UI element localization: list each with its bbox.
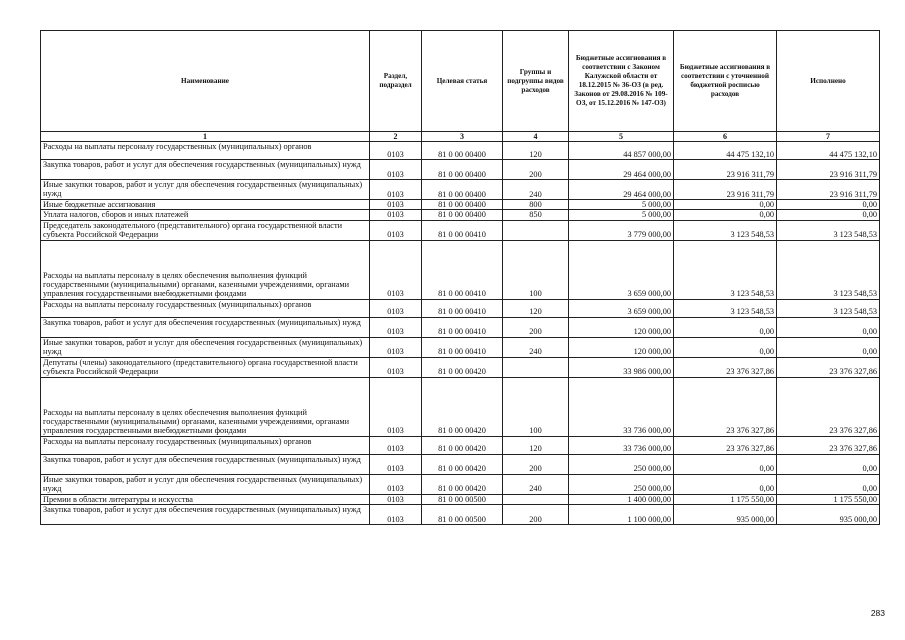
header-budget-schedule: Бюджетные ассигнования в соответствии с уточненной бюджетной росписью расходов xyxy=(674,31,777,132)
row-name: Расходы на выплаты персоналу государственных (муниципальных) органов xyxy=(41,436,370,454)
row-law-amount: 29 464 000,00 xyxy=(569,180,674,200)
row-law-amount: 3 659 000,00 xyxy=(569,299,674,317)
table-row xyxy=(41,337,880,357)
row-plan-amount: 23 916 311,79 xyxy=(674,160,777,180)
row-target: 81 0 00 00420 xyxy=(422,377,503,436)
row-law-amount: 44 857 000,00 xyxy=(569,142,674,160)
row-target: 81 0 00 00410 xyxy=(422,299,503,317)
row-executed-amount: 23 916 311,79 xyxy=(777,180,880,200)
row-group: 200 xyxy=(503,317,569,337)
table-row xyxy=(41,180,880,200)
row-name: Уплата налогов, сборов и иных платежей xyxy=(41,210,370,220)
row-group: 800 xyxy=(503,200,569,210)
row-plan-amount: 23 376 327,86 xyxy=(674,377,777,436)
row-target: 81 0 00 00420 xyxy=(422,474,503,494)
page-number: 283 xyxy=(870,608,885,618)
row-target: 81 0 00 00400 xyxy=(422,160,503,180)
row-plan-amount: 0,00 xyxy=(674,200,777,210)
row-group: 100 xyxy=(503,377,569,436)
row-plan-amount: 23 916 311,79 xyxy=(674,180,777,200)
row-section: 0103 xyxy=(370,220,422,240)
row-plan-amount: 44 475 132,10 xyxy=(674,142,777,160)
column-number: 1 xyxy=(41,132,370,142)
row-section: 0103 xyxy=(370,299,422,317)
row-target: 81 0 00 00410 xyxy=(422,317,503,337)
header-name: Наименование xyxy=(41,31,370,132)
table-row xyxy=(41,377,880,436)
row-law-amount: 3 659 000,00 xyxy=(569,240,674,299)
table-row xyxy=(41,160,880,180)
row-plan-amount: 0,00 xyxy=(674,454,777,474)
table-row xyxy=(41,454,880,474)
row-target: 81 0 00 00410 xyxy=(422,220,503,240)
row-name: Иные закупки товаров, работ и услуг для обеспечения государственных (муниципальных) нужд xyxy=(41,337,370,357)
budget-report-sheet xyxy=(40,30,879,525)
row-target: 81 0 00 00410 xyxy=(422,240,503,299)
table-row xyxy=(41,299,880,317)
row-group: 850 xyxy=(503,210,569,220)
row-law-amount: 1 100 000,00 xyxy=(569,505,674,525)
column-number: 6 xyxy=(674,132,777,142)
row-plan-amount: 0,00 xyxy=(674,210,777,220)
row-name: Расходы на выплаты персоналу государственных (муниципальных) органов xyxy=(41,299,370,317)
row-name: Иные бюджетные ассигнования xyxy=(41,200,370,210)
table-row xyxy=(41,505,880,525)
row-name: Депутаты (члены) законодательного (представительного) органа государственной власти субъекта Российской Федерации xyxy=(41,357,370,377)
row-section: 0103 xyxy=(370,505,422,525)
row-name: Закупка товаров, работ и услуг для обеспечения государственных (муниципальных) нужд xyxy=(41,505,370,525)
row-target: 81 0 00 00500 xyxy=(422,494,503,504)
table-row xyxy=(41,317,880,337)
row-plan-amount: 3 123 548,53 xyxy=(674,240,777,299)
row-group: 240 xyxy=(503,337,569,357)
row-name: Премии в области литературы и искусства xyxy=(41,494,370,504)
row-group: 120 xyxy=(503,142,569,160)
row-executed-amount: 23 376 327,86 xyxy=(777,377,880,436)
table-row xyxy=(41,436,880,454)
row-section: 0103 xyxy=(370,454,422,474)
row-executed-amount: 3 123 548,53 xyxy=(777,240,880,299)
row-group: 240 xyxy=(503,180,569,200)
table-row xyxy=(41,474,880,494)
column-number: 4 xyxy=(503,132,569,142)
table-header-row xyxy=(41,31,880,132)
row-executed-amount: 3 123 548,53 xyxy=(777,299,880,317)
row-law-amount: 250 000,00 xyxy=(569,474,674,494)
column-number-row xyxy=(41,132,880,142)
row-name: Иные закупки товаров, работ и услуг для обеспечения государственных (муниципальных) нужд xyxy=(41,180,370,200)
row-law-amount: 29 464 000,00 xyxy=(569,160,674,180)
row-name: Закупка товаров, работ и услуг для обеспечения государственных (муниципальных) нужд xyxy=(41,317,370,337)
budget-table xyxy=(40,30,880,525)
row-target: 81 0 00 00420 xyxy=(422,436,503,454)
row-section: 0103 xyxy=(370,142,422,160)
row-plan-amount: 3 123 548,53 xyxy=(674,299,777,317)
row-law-amount: 3 779 000,00 xyxy=(569,220,674,240)
row-target: 81 0 00 00400 xyxy=(422,200,503,210)
row-name: Расходы на выплаты персоналу в целях обеспечения выполнения функций государственными (муниципальными) органами, казенными учреждениями, органами управления государственными внебюджетными фондами xyxy=(41,240,370,299)
row-executed-amount: 935 000,00 xyxy=(777,505,880,525)
row-plan-amount: 0,00 xyxy=(674,474,777,494)
row-target: 81 0 00 00400 xyxy=(422,142,503,160)
table-row xyxy=(41,494,880,504)
row-target: 81 0 00 00420 xyxy=(422,357,503,377)
row-plan-amount: 23 376 327,86 xyxy=(674,357,777,377)
row-executed-amount: 0,00 xyxy=(777,200,880,210)
row-group: 120 xyxy=(503,436,569,454)
row-executed-amount: 0,00 xyxy=(777,317,880,337)
row-executed-amount: 23 376 327,86 xyxy=(777,357,880,377)
row-law-amount: 33 736 000,00 xyxy=(569,377,674,436)
row-executed-amount: 0,00 xyxy=(777,210,880,220)
row-name: Расходы на выплаты персоналу в целях обеспечения выполнения функций государственными (муниципальными) органами, казенными учреждениями, органами управления государственными внебюджетными фондами xyxy=(41,377,370,436)
row-section: 0103 xyxy=(370,474,422,494)
row-name: Закупка товаров, работ и услуг для обеспечения государственных (муниципальных) нужд xyxy=(41,160,370,180)
column-number: 3 xyxy=(422,132,503,142)
row-executed-amount: 0,00 xyxy=(777,474,880,494)
row-plan-amount: 0,00 xyxy=(674,317,777,337)
row-section: 0103 xyxy=(370,240,422,299)
row-executed-amount: 1 175 550,00 xyxy=(777,494,880,504)
row-name: Расходы на выплаты персоналу государственных (муниципальных) органов xyxy=(41,142,370,160)
row-law-amount: 5 000,00 xyxy=(569,210,674,220)
header-group: Группы и подгруппы видов расходов xyxy=(503,31,569,132)
row-section: 0103 xyxy=(370,337,422,357)
row-section: 0103 xyxy=(370,357,422,377)
row-law-amount: 33 736 000,00 xyxy=(569,436,674,454)
row-group: 240 xyxy=(503,474,569,494)
row-executed-amount: 3 123 548,53 xyxy=(777,220,880,240)
row-group: 120 xyxy=(503,299,569,317)
row-law-amount: 33 986 000,00 xyxy=(569,357,674,377)
row-section: 0103 xyxy=(370,160,422,180)
row-executed-amount: 23 376 327,86 xyxy=(777,436,880,454)
table-row xyxy=(41,200,880,210)
row-section: 0103 xyxy=(370,210,422,220)
row-group: 100 xyxy=(503,240,569,299)
row-executed-amount: 0,00 xyxy=(777,454,880,474)
row-section: 0103 xyxy=(370,200,422,210)
row-group xyxy=(503,220,569,240)
row-name: Закупка товаров, работ и услуг для обеспечения государственных (муниципальных) нужд xyxy=(41,454,370,474)
table-row xyxy=(41,357,880,377)
column-number: 7 xyxy=(777,132,880,142)
row-executed-amount: 23 916 311,79 xyxy=(777,160,880,180)
row-plan-amount: 935 000,00 xyxy=(674,505,777,525)
row-target: 81 0 00 00400 xyxy=(422,180,503,200)
header-section: Раздел, подраздел xyxy=(370,31,422,132)
row-group: 200 xyxy=(503,454,569,474)
row-name: Председатель законодательного (представительного) органа государственной власти субъекта Российской Федерации xyxy=(41,220,370,240)
row-target: 81 0 00 00420 xyxy=(422,454,503,474)
table-row xyxy=(41,210,880,220)
row-section: 0103 xyxy=(370,494,422,504)
row-target: 81 0 00 00400 xyxy=(422,210,503,220)
row-law-amount: 250 000,00 xyxy=(569,454,674,474)
table-row xyxy=(41,240,880,299)
column-number: 5 xyxy=(569,132,674,142)
row-law-amount: 5 000,00 xyxy=(569,200,674,210)
row-group: 200 xyxy=(503,160,569,180)
header-law-allocation: Бюджетные ассигнования в соответствии с Законом Калужской области от 18.12.2015 № 36-ОЗ (в ред. Законов от 29.08.2016 № 109-ОЗ, от 15.12.2016 № 147-ОЗ) xyxy=(569,31,674,132)
row-name: Иные закупки товаров, работ и услуг для обеспечения государственных (муниципальных) нужд xyxy=(41,474,370,494)
row-plan-amount: 1 175 550,00 xyxy=(674,494,777,504)
row-plan-amount: 23 376 327,86 xyxy=(674,436,777,454)
row-group xyxy=(503,494,569,504)
row-law-amount: 120 000,00 xyxy=(569,317,674,337)
row-section: 0103 xyxy=(370,436,422,454)
row-law-amount: 120 000,00 xyxy=(569,337,674,357)
row-executed-amount: 44 475 132,10 xyxy=(777,142,880,160)
table-row xyxy=(41,142,880,160)
row-section: 0103 xyxy=(370,317,422,337)
row-plan-amount: 0,00 xyxy=(674,337,777,357)
header-executed: Исполнено xyxy=(777,31,880,132)
header-target: Целевая статья xyxy=(422,31,503,132)
row-law-amount: 1 400 000,00 xyxy=(569,494,674,504)
row-section: 0103 xyxy=(370,377,422,436)
row-group xyxy=(503,357,569,377)
row-plan-amount: 3 123 548,53 xyxy=(674,220,777,240)
row-section: 0103 xyxy=(370,180,422,200)
row-group: 200 xyxy=(503,505,569,525)
row-target: 81 0 00 00410 xyxy=(422,337,503,357)
column-number: 2 xyxy=(370,132,422,142)
table-row xyxy=(41,220,880,240)
row-target: 81 0 00 00500 xyxy=(422,505,503,525)
row-executed-amount: 0,00 xyxy=(777,337,880,357)
